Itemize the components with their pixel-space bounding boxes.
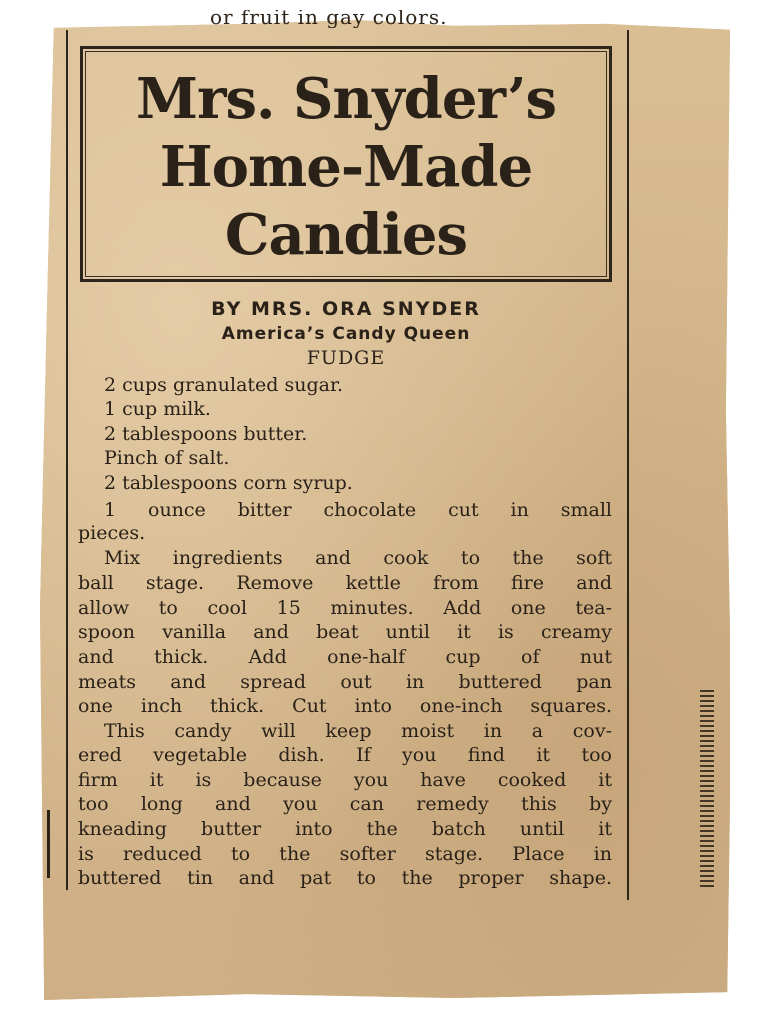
edge-mark-left [47, 810, 58, 878]
body-line: This candy will keep moist in a cov- [104, 720, 612, 742]
headline-line-1: Mrs. Snyder’s [135, 66, 557, 132]
body-line: firm it is because you have cooked it [78, 769, 612, 791]
headline-line-3: Candies [224, 202, 468, 268]
body-line: and thick. Add one-half cup of nut [78, 646, 612, 668]
ingredient-line: 1 cup milk. [104, 398, 211, 420]
body-line: ered vegetable dish. If you find it too [78, 744, 612, 766]
body-line: meats and spread out in buttered pan [78, 671, 612, 693]
body-line: 1 ounce bitter chocolate cut in small [104, 499, 612, 521]
torn-top-text: or fruit in gay colors. [210, 10, 448, 28]
body-line: too long and you can remedy this by [78, 793, 612, 815]
body-line: buttered tin and pat to the proper shape. [78, 867, 612, 889]
body-line: one inch thick. Cut into one-inch squares. [78, 695, 612, 717]
edge-mark-right [700, 690, 714, 890]
body-line: pieces. [78, 522, 146, 544]
body-line: ball stage. Remove kettle from fire and [78, 572, 612, 594]
recipe-heading: FUDGE [306, 347, 386, 369]
body-line: Mix ingredients and cook to the soft [104, 547, 612, 569]
body-line: is reduced to the softer stage. Place in [78, 843, 612, 865]
ingredient-line: 2 tablespoons corn syrup. [104, 472, 353, 494]
body-line: spoon vanilla and beat until it is creamy [78, 621, 612, 643]
body-line: allow to cool 15 minutes. Add one tea- [78, 597, 612, 619]
byline: BY MRS. ORA SNYDER [211, 298, 481, 320]
ingredient-line: 2 cups granulated sugar. [104, 374, 344, 396]
column-rule-right [627, 30, 629, 900]
body-line: kneading butter into the batch until it [78, 818, 612, 840]
author-subtitle: America’s Candy Queen [221, 324, 471, 344]
column-rule-left [66, 30, 68, 890]
ingredient-line: 2 tablespoons butter. [104, 423, 308, 445]
headline-line-2: Home-Made [159, 134, 533, 200]
headline-box [80, 46, 612, 282]
ingredient-line: Pinch of salt. [104, 447, 230, 469]
